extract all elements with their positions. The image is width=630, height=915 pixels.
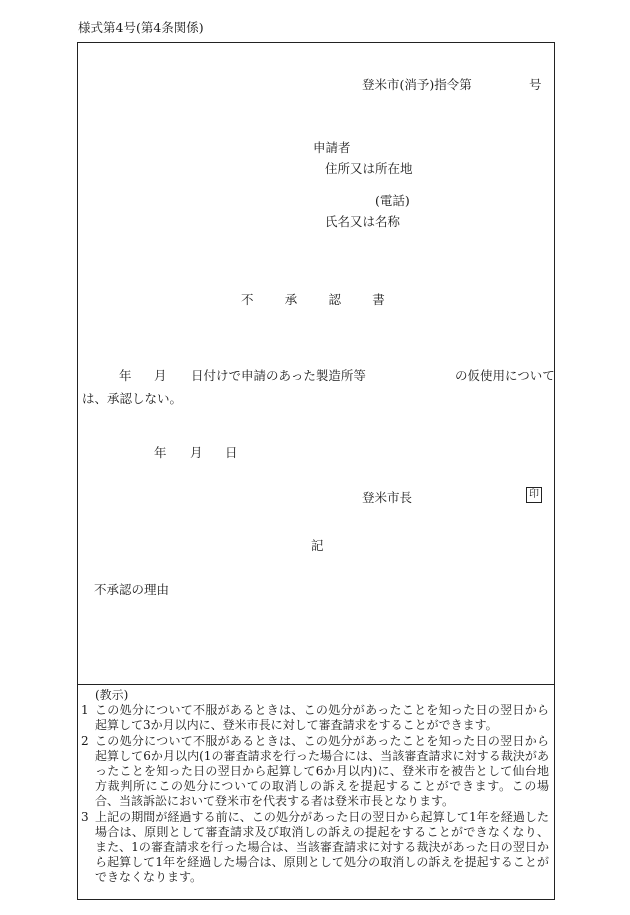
note-number: 1: [81, 703, 89, 718]
doc-number-prefix: 登米市(消予)指令第: [362, 77, 472, 92]
signer-title: 登米市長: [362, 490, 413, 505]
note-text: この処分について不服があるときは、この処分があったことを知った日の翌日から起算して6か月以内(1の審査請求を行った場合には、当該審査請求に対する裁決があったことを知った日の翌日から起算して6か月以内)に、登米市を被告として仙台地方裁判所にこの処分についての取消しの訴えを提起することができます。この場合、当該訴訟において登米市を代表する者は登米市長となります。: [95, 733, 549, 809]
body-line-2: は、承認しない。: [82, 391, 183, 406]
body-year: 年: [119, 368, 132, 383]
body-day-text: 日付けで申請のあった製造所等: [191, 368, 366, 383]
note-item: [81, 703, 549, 733]
phone-label: (電話): [375, 193, 410, 208]
name-label: 氏名又は名称: [325, 214, 401, 229]
seal-mark: 印: [526, 487, 542, 503]
doc-number-suffix: 号: [529, 77, 542, 92]
document-title: 不承認書: [241, 292, 417, 307]
ki-label: 記: [311, 538, 324, 553]
note-text: 上記の期間が経過する前に、この処分があった日の翌日から起算して1年を経過した場合は、原則として審査請求及び取消しの訴えの提起をすることができなくなり、また、1の審査請求を行った場合は、当該審査請求に対する裁決があった日の翌日から起算して1年を経過した場合は、原則として処分の取消しの訴えを提起することができなくなります。: [95, 809, 549, 885]
note-item: [81, 810, 549, 886]
address-label: 住所又は所在地: [325, 161, 413, 176]
note-number: 2: [81, 733, 89, 748]
issue-month: 月: [190, 445, 203, 460]
notes-divider: [77, 684, 555, 685]
note-item: [81, 734, 549, 810]
applicant-label: 申請者: [313, 140, 351, 155]
body-month: 月: [154, 368, 167, 383]
form-number-label: 様式第4号(第4条関係): [78, 20, 204, 35]
notes-section: [81, 688, 549, 886]
body-text-end: の仮使用について: [455, 368, 555, 383]
issue-day: 日: [225, 445, 238, 460]
notes-heading: (教示): [95, 688, 129, 702]
note-number: 3: [81, 809, 89, 824]
note-text: この処分について不服があるときは、この処分があったことを知った日の翌日から起算して3か月以内に、登米市長に対して審査請求をすることができます。: [95, 703, 549, 733]
issue-year: 年: [154, 445, 167, 460]
reason-label: 不承認の理由: [94, 582, 170, 597]
